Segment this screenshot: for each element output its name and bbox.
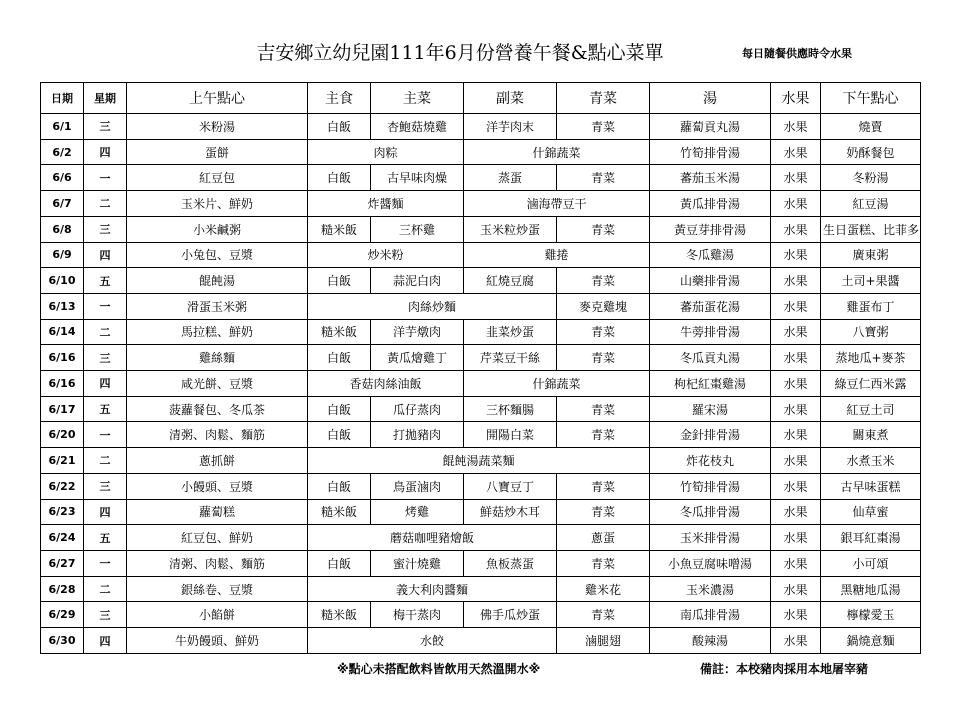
menu-cell: 冬瓜排骨湯 xyxy=(650,499,771,525)
menu-cell: 滷腿翅 xyxy=(557,628,650,654)
menu-row xyxy=(41,525,921,551)
date-cell: 6/13 xyxy=(41,293,84,319)
weekday-cell: 一 xyxy=(84,165,127,191)
menu-cell: 黑糖地瓜湯 xyxy=(821,576,921,602)
menu-cell: 水果 xyxy=(771,345,821,371)
menu-row xyxy=(41,550,921,576)
col-header-main-dish: 主菜 xyxy=(371,83,464,114)
date-cell: 6/30 xyxy=(41,628,84,654)
weekday-cell: 二 xyxy=(84,576,127,602)
menu-cell: 冬粉湯 xyxy=(821,165,921,191)
menu-cell: 芹菜豆干絲 xyxy=(464,345,557,371)
menu-cell: 鍋燒意麵 xyxy=(821,628,921,654)
menu-cell: 清粥、肉鬆、麵筋 xyxy=(127,550,308,576)
col-header-soup: 湯 xyxy=(650,83,771,114)
menu-row xyxy=(41,165,921,191)
menu-cell: 蘿蔔貢丸湯 xyxy=(650,114,771,140)
menu-cell: 水果 xyxy=(771,602,821,628)
menu-cell: 土司+果醬 xyxy=(821,268,921,294)
menu-cell: 洋芋肉末 xyxy=(464,114,557,140)
menu-cell: 蔥抓餅 xyxy=(127,448,308,474)
menu-row xyxy=(41,473,921,499)
date-cell: 6/7 xyxy=(41,191,84,217)
menu-cell: 水餃 xyxy=(308,628,557,654)
menu-cell: 蘿蔔糕 xyxy=(127,499,308,525)
menu-row xyxy=(41,422,921,448)
menu-cell: 洋芋燉肉 xyxy=(371,319,464,345)
date-cell: 6/16 xyxy=(41,345,84,371)
menu-cell: 青菜 xyxy=(557,473,650,499)
menu-cell: 奶酥餐包 xyxy=(821,139,921,165)
menu-cell: 水果 xyxy=(771,114,821,140)
menu-row xyxy=(41,114,921,140)
menu-cell: 白飯 xyxy=(308,345,371,371)
menu-cell: 南瓜排骨湯 xyxy=(650,602,771,628)
menu-cell: 鮮菇炒木耳 xyxy=(464,499,557,525)
menu-cell: 白飯 xyxy=(308,268,371,294)
weekday-cell: 一 xyxy=(84,293,127,319)
menu-row xyxy=(41,319,921,345)
menu-cell: 蛋餅 xyxy=(127,139,308,165)
menu-cell: 炸醬麵 xyxy=(308,191,464,217)
menu-cell: 水果 xyxy=(771,473,821,499)
menu-cell: 蘑菇咖哩豬燴飯 xyxy=(308,525,557,551)
weekday-cell: 三 xyxy=(84,216,127,242)
menu-row xyxy=(41,345,921,371)
pork-note: 備註：本校豬肉採用本地屠宰豬 xyxy=(700,662,869,676)
menu-cell: 水果 xyxy=(771,576,821,602)
weekday-cell: 五 xyxy=(84,396,127,422)
menu-cell: 菠蘿餐包、冬瓜茶 xyxy=(127,396,308,422)
menu-row xyxy=(41,191,921,217)
menu-row xyxy=(41,139,921,165)
date-cell: 6/21 xyxy=(41,448,84,474)
menu-cell: 梅干蒸肉 xyxy=(371,602,464,628)
menu-cell: 小魚豆腐味噌湯 xyxy=(650,550,771,576)
date-cell: 6/16 xyxy=(41,371,84,397)
menu-cell: 青菜 xyxy=(557,499,650,525)
date-cell: 6/6 xyxy=(41,165,84,191)
menu-cell: 銀耳紅棗湯 xyxy=(821,525,921,551)
menu-cell: 古早味肉燥 xyxy=(371,165,464,191)
menu-body xyxy=(41,114,921,654)
weekday-cell: 五 xyxy=(84,525,127,551)
header-row xyxy=(41,83,921,114)
menu-cell: 雞米花 xyxy=(557,576,650,602)
menu-cell: 白飯 xyxy=(308,114,371,140)
weekday-cell: 四 xyxy=(84,139,127,165)
menu-cell: 紅豆包 xyxy=(127,165,308,191)
col-header-fruit: 水果 xyxy=(771,83,821,114)
menu-cell: 水果 xyxy=(771,242,821,268)
weekday-cell: 二 xyxy=(84,319,127,345)
menu-cell: 蜜汁燒雞 xyxy=(371,550,464,576)
menu-cell: 清粥、肉鬆、麵筋 xyxy=(127,422,308,448)
menu-row xyxy=(41,602,921,628)
menu-cell: 青菜 xyxy=(557,114,650,140)
menu-cell: 玉米粒炒蛋 xyxy=(464,216,557,242)
date-cell: 6/27 xyxy=(41,550,84,576)
menu-cell: 青菜 xyxy=(557,422,650,448)
weekday-cell: 一 xyxy=(84,422,127,448)
menu-cell: 竹筍排骨湯 xyxy=(650,139,771,165)
menu-cell: 烤雞 xyxy=(371,499,464,525)
date-cell: 6/14 xyxy=(41,319,84,345)
menu-cell: 餛飩湯蔬菜麵 xyxy=(308,448,650,474)
menu-cell: 生日蛋糕、比菲多 xyxy=(821,216,921,242)
menu-cell: 水果 xyxy=(771,371,821,397)
date-cell: 6/10 xyxy=(41,268,84,294)
col-header-weekday: 星期 xyxy=(84,83,127,114)
menu-cell: 杏鮑菇燒雞 xyxy=(371,114,464,140)
menu-cell: 水果 xyxy=(771,319,821,345)
menu-cell: 蕃茄玉米湯 xyxy=(650,165,771,191)
menu-cell: 青菜 xyxy=(557,165,650,191)
menu-cell: 水果 xyxy=(771,499,821,525)
col-header-side-dish: 副菜 xyxy=(464,83,557,114)
menu-cell: 瓜仔蒸肉 xyxy=(371,396,464,422)
menu-cell: 紅燒豆腐 xyxy=(464,268,557,294)
menu-cell: 小饅頭、豆漿 xyxy=(127,473,308,499)
menu-cell: 白飯 xyxy=(308,396,371,422)
weekday-cell: 四 xyxy=(84,499,127,525)
menu-cell: 玉米片、鮮奶 xyxy=(127,191,308,217)
menu-row xyxy=(41,576,921,602)
menu-cell: 冬瓜貢丸湯 xyxy=(650,345,771,371)
menu-cell: 小米鹹粥 xyxy=(127,216,308,242)
menu-cell: 青菜 xyxy=(557,550,650,576)
menu-cell: 金針排骨湯 xyxy=(650,422,771,448)
weekday-cell: 四 xyxy=(84,371,127,397)
menu-cell: 青菜 xyxy=(557,345,650,371)
menu-cell: 打拋豬肉 xyxy=(371,422,464,448)
menu-row xyxy=(41,216,921,242)
menu-cell: 紅豆湯 xyxy=(821,191,921,217)
menu-cell: 麥克雞塊 xyxy=(557,293,650,319)
menu-cell: 水果 xyxy=(771,139,821,165)
menu-cell: 什錦蔬菜 xyxy=(464,371,650,397)
weekday-cell: 四 xyxy=(84,242,127,268)
date-cell: 6/29 xyxy=(41,602,84,628)
menu-cell: 咸光餅、豆漿 xyxy=(127,371,308,397)
menu-cell: 黃瓜排骨湯 xyxy=(650,191,771,217)
weekday-cell: 一 xyxy=(84,550,127,576)
menu-cell: 仙草蜜 xyxy=(821,499,921,525)
menu-cell: 紅豆土司 xyxy=(821,396,921,422)
date-cell: 6/20 xyxy=(41,422,84,448)
menu-cell: 牛奶饅頭、鮮奶 xyxy=(127,628,308,654)
page-title: 吉安鄉立幼兒園111年6月份營養午餐&點心菜單 xyxy=(256,42,664,64)
menu-cell: 牛蒡排骨湯 xyxy=(650,319,771,345)
date-cell: 6/28 xyxy=(41,576,84,602)
menu-cell: 枸杞紅棗雞湯 xyxy=(650,371,771,397)
date-cell: 6/2 xyxy=(41,139,84,165)
menu-cell: 白飯 xyxy=(308,473,371,499)
menu-cell: 開陽白菜 xyxy=(464,422,557,448)
menu-cell: 銀絲卷、豆漿 xyxy=(127,576,308,602)
weekday-cell: 二 xyxy=(84,191,127,217)
menu-cell: 糙米飯 xyxy=(308,216,371,242)
menu-cell: 糙米飯 xyxy=(308,499,371,525)
menu-cell: 餛飩湯 xyxy=(127,268,308,294)
menu-row xyxy=(41,396,921,422)
menu-cell: 水果 xyxy=(771,448,821,474)
weekday-cell: 三 xyxy=(84,473,127,499)
menu-cell: 三杯雞 xyxy=(371,216,464,242)
menu-cell: 青菜 xyxy=(557,216,650,242)
menu-cell: 水果 xyxy=(771,550,821,576)
menu-cell: 小可頌 xyxy=(821,550,921,576)
menu-cell: 雞捲 xyxy=(464,242,650,268)
menu-cell: 雞蛋布丁 xyxy=(821,293,921,319)
date-cell: 6/1 xyxy=(41,114,84,140)
menu-row xyxy=(41,293,921,319)
menu-cell: 滑蛋玉米粥 xyxy=(127,293,308,319)
menu-row xyxy=(41,448,921,474)
menu-cell: 蒜泥白肉 xyxy=(371,268,464,294)
date-cell: 6/9 xyxy=(41,242,84,268)
menu-cell: 蕃茄蛋花湯 xyxy=(650,293,771,319)
menu-cell: 米粉湯 xyxy=(127,114,308,140)
menu-cell: 山藥排骨湯 xyxy=(650,268,771,294)
menu-cell: 蔥蛋 xyxy=(557,525,650,551)
menu-cell: 佛手瓜炒蛋 xyxy=(464,602,557,628)
menu-cell: 廣東粥 xyxy=(821,242,921,268)
menu-cell: 青菜 xyxy=(557,396,650,422)
menu-cell: 青菜 xyxy=(557,268,650,294)
menu-cell: 白飯 xyxy=(308,422,371,448)
weekday-cell: 二 xyxy=(84,448,127,474)
weekday-cell: 五 xyxy=(84,268,127,294)
menu-cell: 綠豆仁西米露 xyxy=(821,371,921,397)
menu-cell: 水果 xyxy=(771,293,821,319)
menu-cell: 黃瓜燴雞丁 xyxy=(371,345,464,371)
date-cell: 6/24 xyxy=(41,525,84,551)
menu-cell: 水果 xyxy=(771,191,821,217)
menu-cell: 關東煮 xyxy=(821,422,921,448)
menu-cell: 青菜 xyxy=(557,602,650,628)
menu-cell: 檸檬愛玉 xyxy=(821,602,921,628)
menu-cell: 炒米粉 xyxy=(308,242,464,268)
col-header-staple: 主食 xyxy=(308,83,371,114)
menu-cell: 八寶豆丁 xyxy=(464,473,557,499)
menu-cell: 黃豆芽排骨湯 xyxy=(650,216,771,242)
fruit-note: 每日隨餐供應時令水果 xyxy=(742,47,852,60)
menu-cell: 糙米飯 xyxy=(308,602,371,628)
weekday-cell: 三 xyxy=(84,345,127,371)
menu-cell: 小兔包、豆漿 xyxy=(127,242,308,268)
menu-cell: 炸花枝丸 xyxy=(650,448,771,474)
menu-cell: 韭菜炒蛋 xyxy=(464,319,557,345)
col-header-afternoon-snack: 下午點心 xyxy=(821,83,921,114)
menu-cell: 酸辣湯 xyxy=(650,628,771,654)
menu-cell: 三杯麵腸 xyxy=(464,396,557,422)
menu-table xyxy=(40,82,921,654)
menu-cell: 八寶粥 xyxy=(821,319,921,345)
menu-row xyxy=(41,242,921,268)
menu-cell: 水煮玉米 xyxy=(821,448,921,474)
date-cell: 6/22 xyxy=(41,473,84,499)
menu-cell: 香菇肉絲油飯 xyxy=(308,371,464,397)
menu-cell: 糙米飯 xyxy=(308,319,371,345)
menu-cell: 水果 xyxy=(771,396,821,422)
menu-cell: 蒸地瓜+麥茶 xyxy=(821,345,921,371)
menu-cell: 小餡餅 xyxy=(127,602,308,628)
menu-cell: 青菜 xyxy=(557,319,650,345)
menu-cell: 水果 xyxy=(771,216,821,242)
menu-cell: 玉米排骨湯 xyxy=(650,525,771,551)
menu-cell: 蒸蛋 xyxy=(464,165,557,191)
menu-cell: 水果 xyxy=(771,628,821,654)
col-header-date: 日期 xyxy=(41,83,84,114)
drink-note: ※點心未搭配飲料皆飲用天然溫開水※ xyxy=(337,662,541,676)
menu-cell: 玉米濃湯 xyxy=(650,576,771,602)
menu-cell: 魚板蒸蛋 xyxy=(464,550,557,576)
menu-cell: 鳥蛋滷肉 xyxy=(371,473,464,499)
date-cell: 6/17 xyxy=(41,396,84,422)
menu-row xyxy=(41,499,921,525)
weekday-cell: 四 xyxy=(84,628,127,654)
menu-cell: 羅宋湯 xyxy=(650,396,771,422)
menu-cell: 冬瓜雞湯 xyxy=(650,242,771,268)
date-cell: 6/23 xyxy=(41,499,84,525)
menu-cell: 白飯 xyxy=(308,165,371,191)
weekday-cell: 三 xyxy=(84,602,127,628)
menu-cell: 肉絲炒麵 xyxy=(308,293,557,319)
menu-cell: 馬拉糕、鮮奶 xyxy=(127,319,308,345)
weekday-cell: 三 xyxy=(84,114,127,140)
menu-cell: 水果 xyxy=(771,268,821,294)
menu-row xyxy=(41,628,921,654)
menu-cell: 白飯 xyxy=(308,550,371,576)
col-header-morning-snack: 上午點心 xyxy=(127,83,308,114)
menu-row xyxy=(41,268,921,294)
menu-cell: 義大利肉醬麵 xyxy=(308,576,557,602)
col-header-vegetable: 青菜 xyxy=(557,83,650,114)
menu-cell: 什錦蔬菜 xyxy=(464,139,650,165)
menu-cell: 水果 xyxy=(771,422,821,448)
menu-cell: 紅豆包、鮮奶 xyxy=(127,525,308,551)
menu-cell: 滷海帶豆干 xyxy=(464,191,650,217)
menu-cell: 肉粽 xyxy=(308,139,464,165)
menu-cell: 燒賣 xyxy=(821,114,921,140)
menu-cell: 水果 xyxy=(771,165,821,191)
menu-cell: 雞絲麵 xyxy=(127,345,308,371)
menu-cell: 竹筍排骨湯 xyxy=(650,473,771,499)
menu-cell: 水果 xyxy=(771,525,821,551)
menu-cell: 古早味蛋糕 xyxy=(821,473,921,499)
menu-row xyxy=(41,371,921,397)
date-cell: 6/8 xyxy=(41,216,84,242)
